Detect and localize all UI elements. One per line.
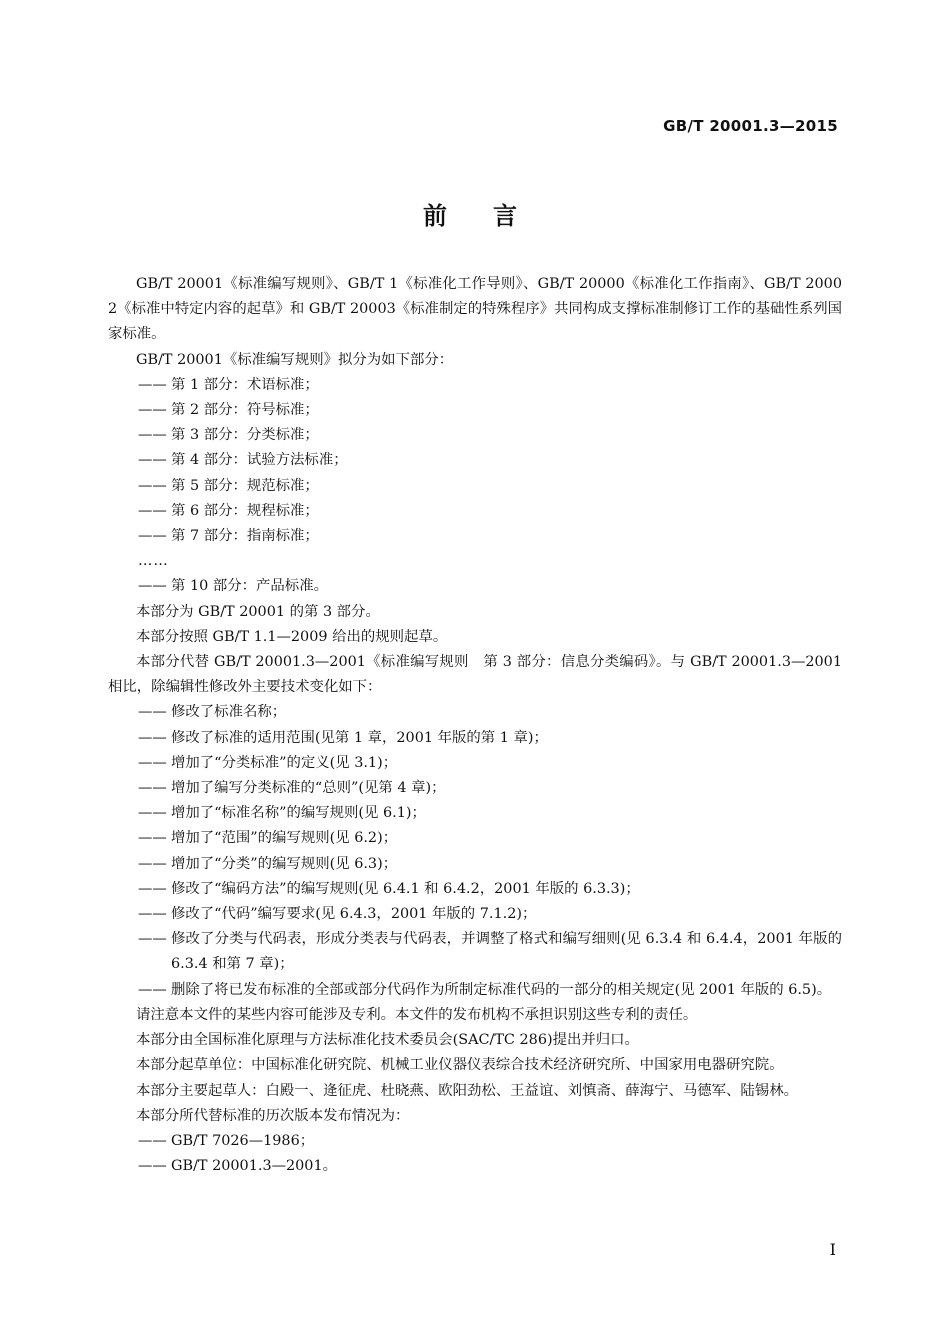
list-item: —— GB/T 20001.3—2001。 — [108, 1154, 842, 1179]
list-ellipsis: …… — [138, 553, 169, 570]
list-item: —— 删除了将已发布标准的全部或部分代码作为所制定标准代码的一部分的相关规定(见 2001 年版的 6.5)。 — [108, 978, 842, 1003]
list-item: —— 增加了“范围”的编写规则(见 6.2)； — [108, 826, 842, 851]
history-list — [108, 1129, 842, 1179]
dash-marker: —— — [138, 981, 167, 998]
dash-marker: —— — [138, 477, 167, 494]
list-item: —— 第 1 部分：术语标准； — [108, 373, 842, 398]
history-intro-paragraph: 本部分所代替标准的历次版本发布情况为： — [136, 1107, 410, 1124]
list-item: —— 第 5 部分：规范标准； — [108, 474, 842, 499]
dash-marker: —— — [138, 880, 167, 897]
intro-paragraph: GB/T 20001《标准编写规则》、GB/T 1《标准化工作导则》、GB/T 20000《标准化工作指南》、GB/T 20002《标准中特定内容的起草》和 GB/T 20003《标准制定的特殊程序》共同构成支撑标准制修订工作的基础性系列国家标准。 — [108, 276, 842, 343]
dash-marker: —— — [138, 502, 167, 519]
list-item: —— 修改了标准名称； — [108, 700, 842, 725]
list-item: —— 第 4 部分：试验方法标准； — [108, 448, 842, 473]
drafted-per-paragraph: 本部分按照 GB/T 1.1—2009 给出的规则起草。 — [136, 628, 448, 645]
dash-marker: —— — [138, 855, 167, 872]
dash-marker: —— — [138, 578, 167, 595]
list-item: —— 修改了“编码方法”的编写规则(见 6.4.1 和 6.4.2，2001 年版的 6.3.3)； — [108, 877, 842, 902]
dash-marker: —— — [138, 402, 167, 419]
list-item: —— 增加了编写分类标准的“总则”(见第 4 章)； — [108, 776, 842, 801]
list-item: —— 增加了“标准名称”的编写规则(见 6.1)； — [108, 801, 842, 826]
proposed-by-paragraph: 本部分由全国标准化原理与方法标准化技术委员会(SAC/TC 286)提出并归口。 — [136, 1032, 639, 1049]
list-item: —— 第 3 部分：分类标准； — [108, 423, 842, 448]
changes-list — [108, 700, 842, 1002]
dash-marker: —— — [138, 704, 167, 721]
list-item: —— 修改了“代码”编写要求(见 6.4.3，2001 年版的 7.1.2)； — [108, 902, 842, 927]
list-item: —— 第 6 部分：规程标准； — [108, 499, 842, 524]
list-item: —— 第 2 部分：符号标准； — [108, 398, 842, 423]
standard-number: GB/T 20001.3—2015 — [663, 117, 838, 135]
dash-marker: —— — [138, 528, 167, 545]
dash-marker: —— — [138, 376, 167, 393]
list-item: —— 第 7 部分：指南标准； — [108, 524, 842, 549]
dash-marker: —— — [138, 931, 167, 948]
dash-marker: —— — [138, 729, 167, 746]
dash-marker: —— — [138, 1132, 167, 1149]
dash-marker: —— — [138, 780, 167, 797]
list-item: —— 第 10 部分：产品标准。 — [108, 574, 842, 599]
this-part-paragraph: 本部分为 GB/T 20001 的第 3 部分。 — [136, 603, 380, 620]
dash-marker: —— — [138, 427, 167, 444]
dash-marker: —— — [138, 805, 167, 822]
drafters-paragraph: 本部分主要起草人：白殿一、逄征虎、杜晓燕、欧阳劲松、王益谊、刘慎斋、薛海宁、马德军、陆锡林。 — [136, 1082, 798, 1099]
page-number: I — [829, 1240, 836, 1259]
replaces-paragraph: 本部分代替 GB/T 20001.3—2001《标准编写规则 第 3 部分：信息分类编码》。与 GB/T 20001.3—2001 相比，除编辑性修改外主要技术变化如下： — [108, 654, 842, 696]
dash-marker: —— — [138, 1158, 167, 1175]
patent-note-paragraph: 请注意本文件的某些内容可能涉及专利。本文件的发布机构不承担识别这些专利的责任。 — [136, 1006, 698, 1023]
list-item: —— GB/T 7026—1986； — [108, 1129, 842, 1154]
page-title: 前言 — [423, 202, 563, 230]
foreword-body — [108, 272, 842, 1179]
list-item: —— 修改了分类与代码表，形成分类表与代码表，并调整了格式和编写细则(见 6.3.4 和 6.4.4，2001 年版的 6.3.4 和第 7 章)； — [108, 927, 842, 977]
list-item: —— 增加了“分类”的编写规则(见 6.3)； — [108, 852, 842, 877]
parts-intro-paragraph: GB/T 20001《标准编写规则》拟分为如下部分： — [136, 351, 454, 368]
drafting-units-paragraph: 本部分起草单位：中国标准化研究院、机械工业仪器仪表综合技术经济研究所、中国家用电器研究院。 — [136, 1057, 784, 1074]
parts-list — [108, 373, 842, 600]
list-item: —— 增加了“分类标准”的定义(见 3.1)； — [108, 751, 842, 776]
dash-marker: —— — [138, 830, 167, 847]
dash-marker: —— — [138, 452, 167, 469]
dash-marker: —— — [138, 906, 167, 923]
list-item: —— 修改了标准的适用范围(见第 1 章，2001 年版的第 1 章)； — [108, 726, 842, 751]
dash-marker: —— — [138, 754, 167, 771]
